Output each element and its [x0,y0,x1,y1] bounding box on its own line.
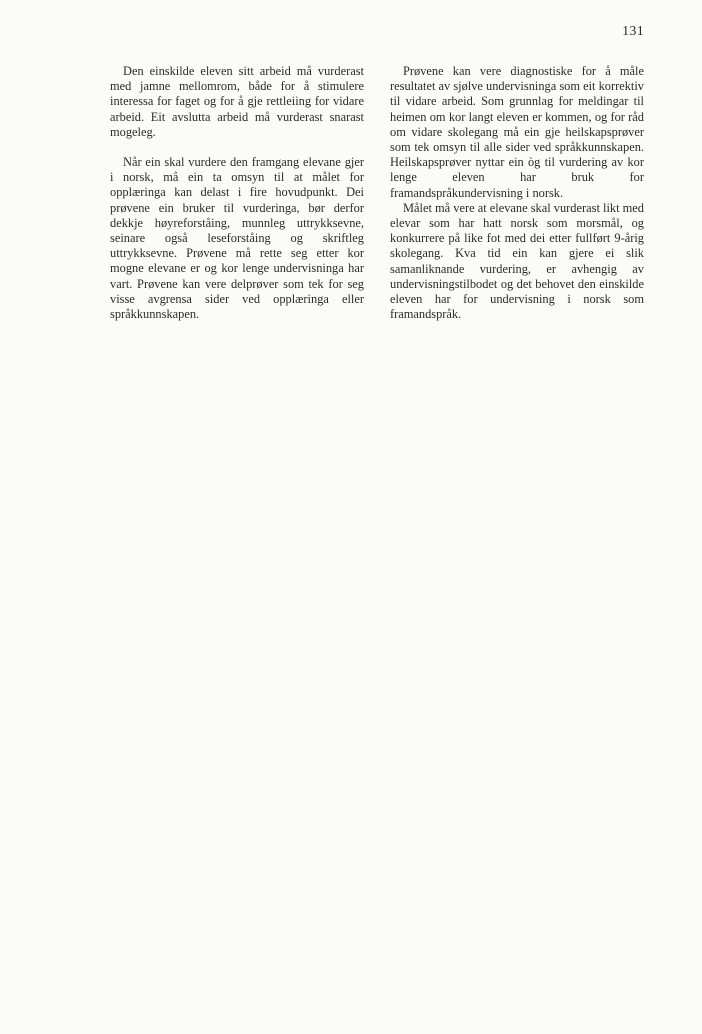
page-number: 131 [622,24,644,39]
paragraph: Målet må vere at elevane skal vurderast likt med elevar som har hatt norsk som morsmål, og konkurrere på like fot med dei etter fullført 9-årig skolegang. Kva tid ein kan gjere ei slik samanliknande vurdering, er avhengig av undervisningstilbodet og det behovet den einskilde eleven har for undervisning i norsk som framandspråk. [390,200,644,322]
paragraph: Prøvene kan vere diagnostiske for å måle resultatet av sjølve undervisninga som eit korrektiv til vidare arbeid. Som grunnlag for meldingar til heimen om kor langt eleven er kommen, og for råd om vidare skolegang må ein gje heilskapsprøver som tek omsyn til alle sider ved språkkunnskapen. Heilskapsprøver nyttar ein òg til vurdering av kor lenge eleven har bruk for framandspråkundervisning i norsk. [390,64,644,200]
paragraph: Den einskilde eleven sitt arbeid må vurderast med jamne mellomrom, både for å stimulere interessa for faget og for å gje rettleiing for vidare arbeid. Eit avslutta arbeid må vurderast snarast mogeleg. [110,64,364,139]
paragraph: Når ein skal vurdere den framgang elevane gjer i norsk, må ein ta omsyn til at målet for opplæringa kan delast i fire hovudpunkt. Dei prøvene ein bruker til vurderinga, bør derfor dekkje høyreforståing, munnleg uttrykksevne, seinare også leseforståing og skriftleg uttrykksevne. Prøvene må rette seg etter kor mogne elevane er og kor lenge undervisninga har vart. Prøvene kan vere delprøver som tek for seg visse avgrensa sider ved opplæringa eller språkkunnskapen. [110,155,364,322]
right-column [390,64,644,322]
left-column [110,64,364,322]
